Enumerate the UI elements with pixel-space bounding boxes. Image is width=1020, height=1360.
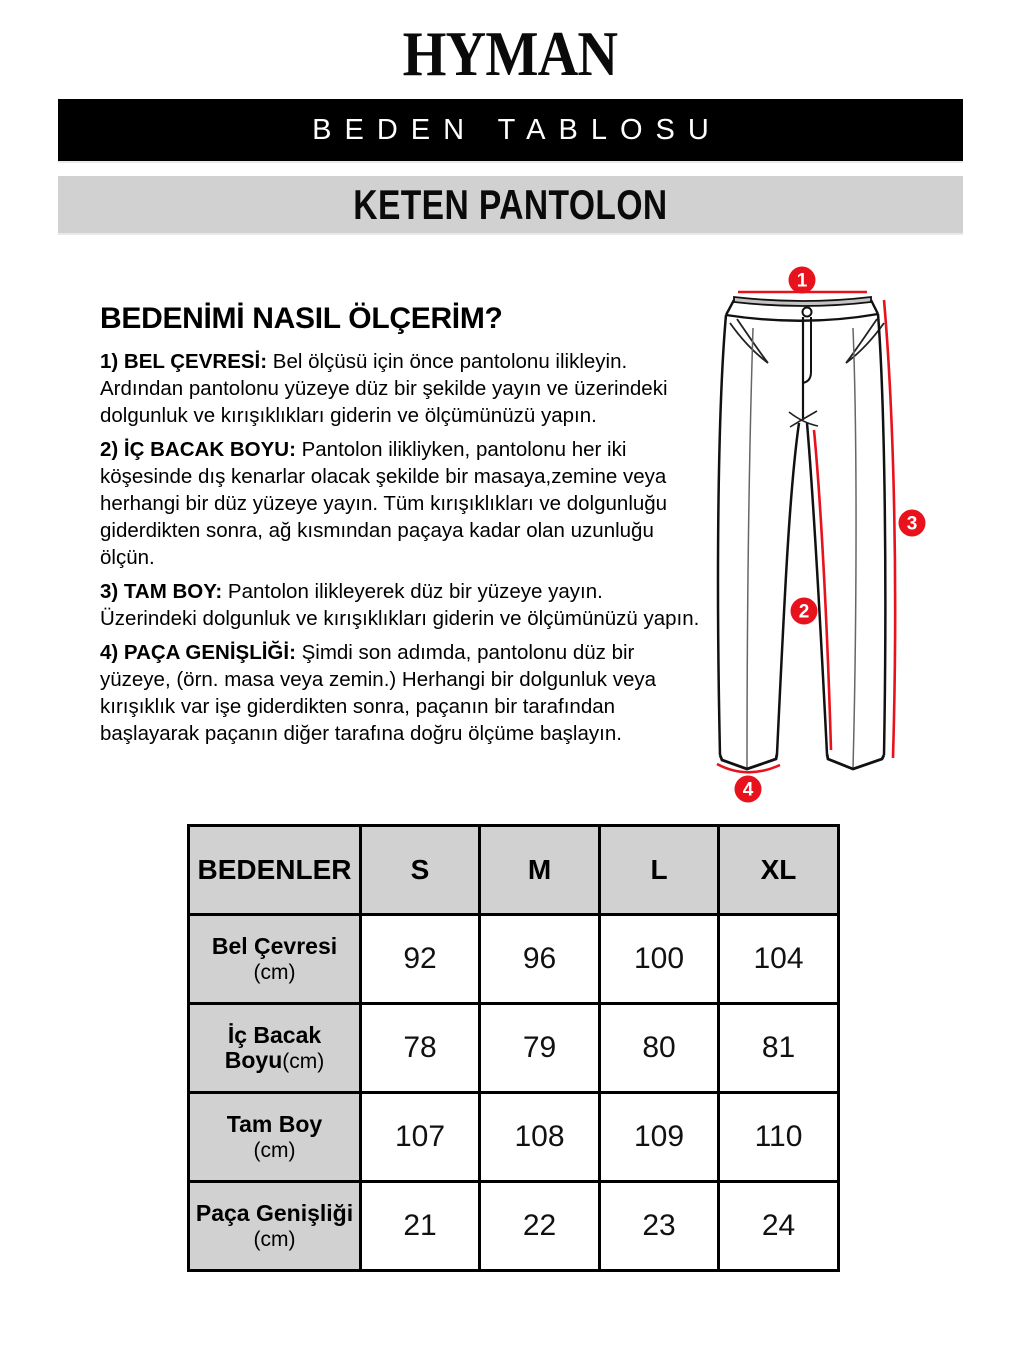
measure-step-2 [100,436,702,571]
left-pocket [730,319,768,363]
row-label-line2 [190,1226,359,1252]
table-row-tam-boy [189,1093,839,1182]
marker-4 [735,776,762,803]
left-leg-inseam [777,423,799,754]
marker-1 [789,267,816,294]
marker-2 [791,598,818,625]
cell-value: 23 [600,1182,719,1271]
marker-3-number: 3 [906,513,918,535]
header-bedenler: BEDENLER [189,826,361,915]
cell-value: 79 [480,1004,600,1093]
right-leg-hem [827,754,884,769]
step-2-label: 2) İÇ BACAK BOYU: [100,438,296,461]
row-label-line1: Tam Boy [226,1111,323,1137]
measure-line-inseam [814,430,831,750]
step-3-label: 3) TAM BOY: [100,580,223,603]
measure-step-3 [100,578,702,632]
marker-3 [899,510,926,537]
product-name-bar [58,176,963,233]
row-label-unit: (cm) [282,1050,325,1073]
marker-1-number: 1 [796,270,808,292]
row-label [189,915,361,1004]
row-label-unit: (cm) [253,961,296,984]
measure-step-4 [100,639,702,747]
row-label-line2 [190,1048,359,1074]
cell-value: 78 [361,1004,480,1093]
cell-value: 92 [361,915,480,1004]
row-label-unit: (cm) [253,1139,296,1162]
left-leg-hem [720,754,777,769]
table-row-bel-cevresi [189,915,839,1004]
right-leg-crease [853,328,856,768]
step-2-text: Pantolon ilikliyken, pantolonu her iki köşesinde dış kenarlar olacak şekilde bir masaya,zemine veya herhangi bir düz yüzeye yayın. Tüm kırışıklıkları ve dolgunluğu giderdikten sonra, ağ kısmından paçaya kadar olan uzunluğu ölçün. [100,438,668,569]
table-row-ic-bacak-boyu [189,1004,839,1093]
measure-step-1 [100,348,702,429]
left-leg-crease [747,328,753,768]
size-chart-banner [58,99,963,161]
measure-instructions [100,348,702,754]
howto-heading: BEDENİMİ NASIL ÖLÇERİM? [100,302,503,335]
cell-value: 109 [600,1093,719,1182]
size-table [187,824,840,1272]
product-name: KETEN PANTOLON [353,180,668,228]
step-1-text: Bel ölçüsü için önce pantolonu ilikleyin. Ardından pantolonu yüzeye düz bir şekilde yayın ve üzerindeki dolgunluk ve kırışıklıkları giderin ve ölçümünüzü yapın. [100,350,668,427]
banner-title: BEDEN TABLOSU [312,113,722,146]
marker-2-number: 2 [798,601,810,623]
brand-logo-text: HYMAN [402,18,618,89]
row-label-line2 [190,959,359,985]
pants-diagram [690,255,940,815]
row-label [189,1004,361,1093]
header-size-m: M [480,826,600,915]
size-table-header-row [189,826,839,915]
cell-value: 100 [600,915,719,1004]
step-3-text: Pantolon ilikleyerek düz bir yüzeye yayın. Üzerindeki dolgunluk ve kırışıklıkları giderin ve ölçümünüzü yapın. [100,580,700,630]
header-size-l: L [600,826,719,915]
row-label-line1: İç Bacak [227,1022,322,1048]
row-label-line1: Bel Çevresi [211,933,338,959]
step-4-label: 4) PAÇA GENİŞLİĞİ: [100,641,296,664]
row-label-line2 [190,1137,359,1163]
row-label-line1: Paça Genişliği [195,1200,354,1226]
right-leg-outer-seam [878,314,885,755]
cell-value: 107 [361,1093,480,1182]
header-size-xl: XL [719,826,839,915]
step-4-text: Şimdi son adımda, pantolonu düz bir yüzeye, (örn. masa veya zemin.) Herhangi bir dolgunluk veya kırışıklık var işe giderdikten sonra, paçanın bir tarafından başlayarak paçanın diğer tarafına doğru ölçüme başlayın. [100,641,657,745]
cell-value: 110 [719,1093,839,1182]
cell-value: 80 [600,1004,719,1093]
row-label [189,1093,361,1182]
cell-value: 24 [719,1182,839,1271]
brand-logo [0,18,1020,89]
cell-value: 81 [719,1004,839,1093]
table-row-paca-genisligi [189,1182,839,1271]
cell-value: 104 [719,915,839,1004]
marker-4-number: 4 [742,779,754,801]
cell-value: 21 [361,1182,480,1271]
cell-value: 108 [480,1093,600,1182]
header-size-s: S [361,826,480,915]
waistband-top-edge [734,297,871,306]
waist-button [803,308,812,317]
row-label-unit: (cm) [253,1228,296,1251]
cell-value: 22 [480,1182,600,1271]
row-label [189,1182,361,1271]
step-1-label: 1) BEL ÇEVRESİ: [100,350,268,373]
left-leg-outer-seam [718,315,726,755]
cell-value: 96 [480,915,600,1004]
row-label-line2-bold: Boyu [224,1047,283,1073]
